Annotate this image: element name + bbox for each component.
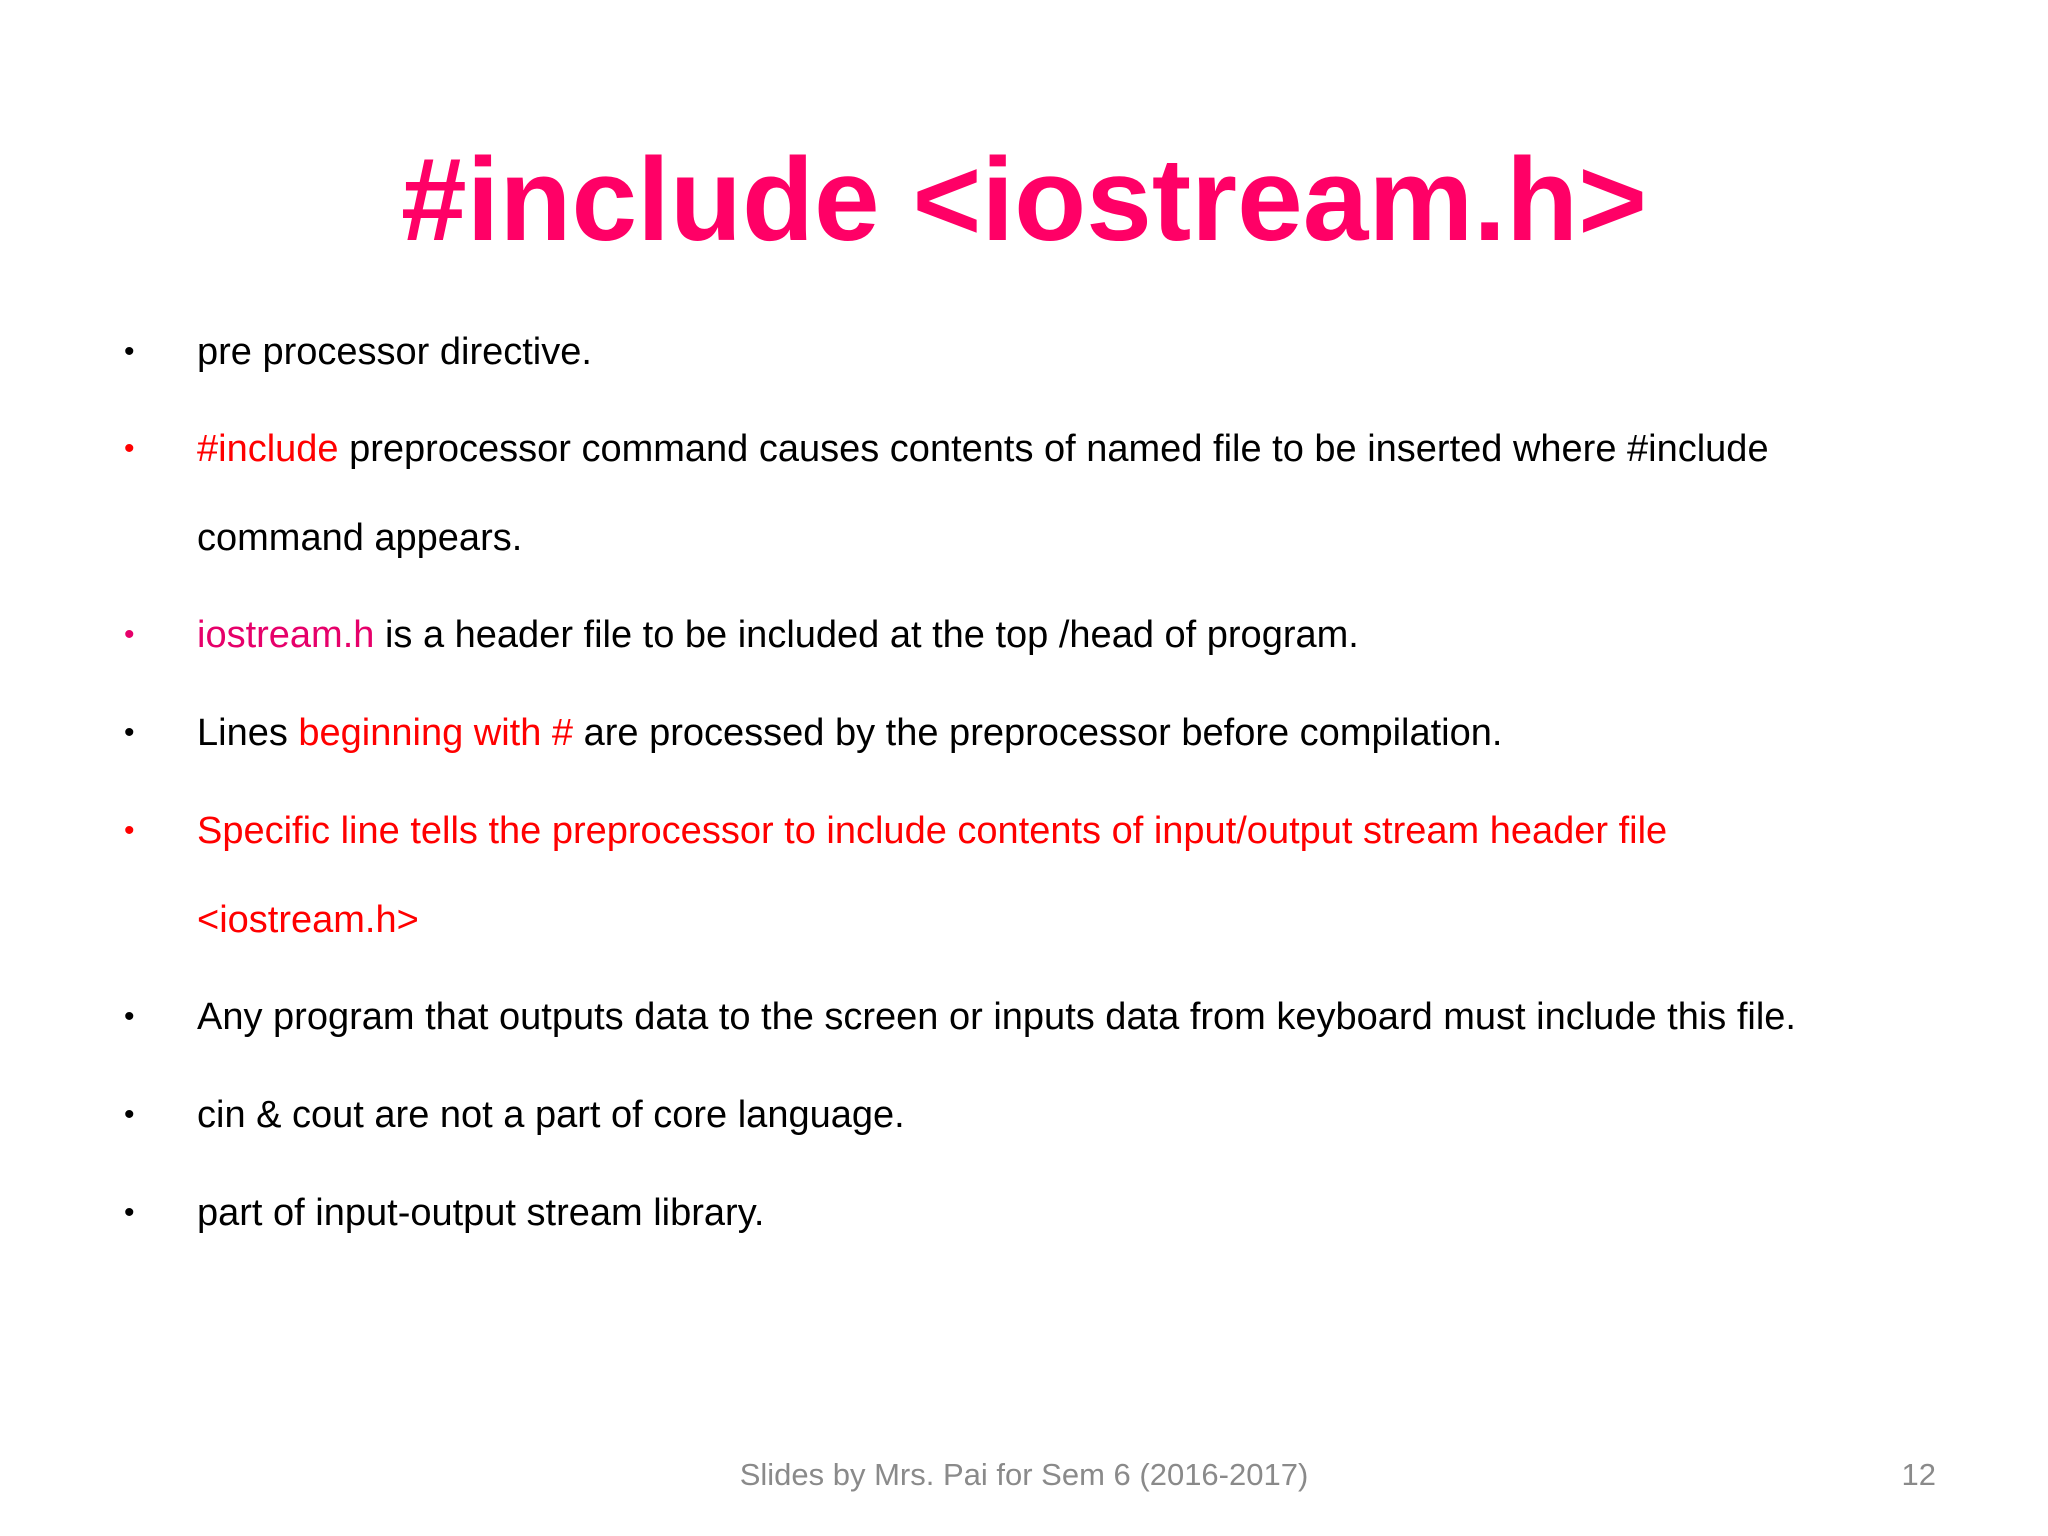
- bullet-marker: •: [124, 432, 135, 465]
- bullet-marker: •: [124, 1098, 135, 1131]
- highlight-text: beginning with #: [298, 712, 574, 754]
- page-number: 12: [1901, 1457, 1936, 1492]
- bullet-text: [197, 591, 1935, 679]
- bullet-marker: •: [124, 1196, 135, 1229]
- highlight-text: #include: [197, 428, 339, 470]
- bullet-marker: •: [124, 814, 135, 847]
- bullet-text: part of input-output stream library.: [197, 1192, 765, 1234]
- slide-title: #include <iostream.h>: [400, 134, 1648, 266]
- bullet-rest-text: are processed by the preprocessor before compilation.: [573, 712, 1503, 754]
- bullet-marker: •: [124, 335, 135, 368]
- bullet-text: [197, 689, 1935, 777]
- bullet-text: Any program that outputs data to the screen or inputs data from keyboard must include this file.: [197, 996, 1796, 1038]
- bullet-before-text: Lines: [197, 712, 299, 754]
- bullet-text: pre processor directive.: [197, 331, 592, 373]
- bullet-text: [197, 405, 1935, 493]
- bullet-marker: •: [124, 618, 135, 651]
- bullet-continuation-text: <iostream.h>: [197, 899, 419, 941]
- highlight-text: iostream.h: [197, 614, 375, 656]
- bullet-rest-text: preprocessor command causes contents of named file to be inserted where #include: [338, 428, 1769, 470]
- bullet-continuation-text: command appears.: [197, 517, 523, 559]
- slide-footer: Slides by Mrs. Pai for Sem 6 (2016-2017): [739, 1457, 1309, 1492]
- bullet-marker: •: [124, 716, 135, 749]
- bullet-text: Specific line tells the preprocessor to include contents of input/output stream header file: [197, 810, 1668, 852]
- bullet-rest-text: is a header file to be included at the top /head of program.: [374, 614, 1359, 656]
- bullet-marker: •: [124, 1000, 135, 1033]
- bullet-text: cin & cout are not a part of core language.: [197, 1094, 905, 1136]
